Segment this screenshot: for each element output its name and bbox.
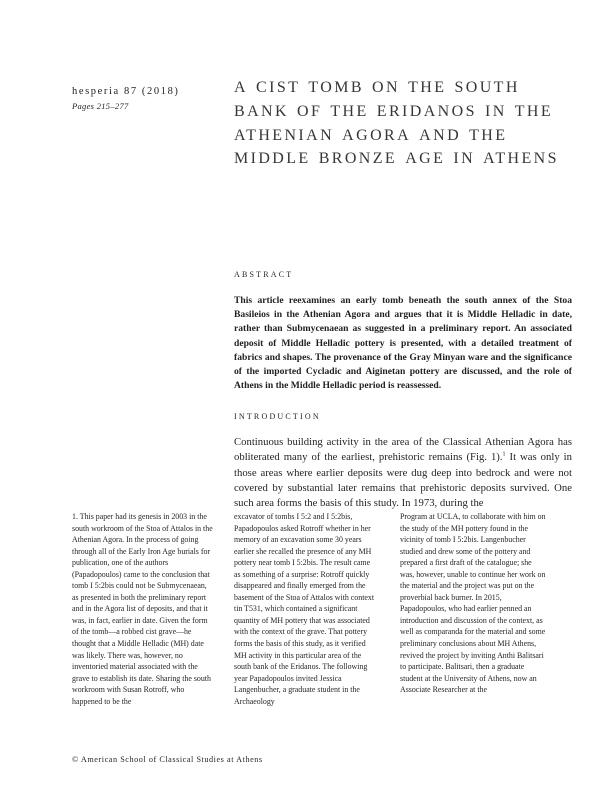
page-range: Pages 215–277 — [72, 101, 129, 111]
footnote-column-3: Program at UCLA, to collaborate with him on the study of the MH pottery found in the vicinity of tomb I 5:2bis. Langenbucher studied and drew some of the pottery and prepared a first draft of the catalogue; she was, however, unable to continue her work on the material and the project was put on the proverbial back burner. In 2015, Papadopoulos, who had earlier penned an introduction and discussion of the context, as well as comparanda for the material and some preliminary conclusions about MH Athens, revived the project by inviting Anthi Balitsari to participate. Balitsari, then a graduate student at the University of Athens, now an Associate Researcher at the — [400, 512, 546, 695]
intro-text-end: It was only in those areas where earlier deposits were dug deep into bedrock and were not covered by substantial later remains that prehistoric deposits survived. One such area forms the basis of this study. In 1973, during the — [234, 451, 572, 510]
article-title: a cist tomb on the south bank of the eridanos in the athenian agora and the middle bronze age in athens — [234, 72, 559, 169]
abstract-heading: abstract — [234, 266, 294, 280]
intro-text-start: Continuous building activity in the area of the Classical Athenian Agora has obliterated many of the earliest, prehistoric remains (Fig. 1). — [234, 436, 572, 464]
introduction-heading: introduction — [234, 408, 321, 422]
introduction-paragraph — [234, 435, 572, 511]
footnote-column-2: excavator of tombs I 5:2 and I 5:2bis, Papadopoulos asked Rotroff whether in her memory of an excavation some 30 years earlier she recalled the presence of any MH pottery near tomb I 5:2bis. The result came as something of a surprise: Rotroff quickly disappeared and finally emerged from the basement of the Stoa of Attalos with context tin T531, which contained a significant quantity of MH pottery that was associated with the context of the grave. That pottery forms the basis of this study, as it verified MH activity in this particular area of the south bank of the Eridanos. The following year Papadopoulos invited Jessica Langenbucher, a graduate student in the Archaeology — [234, 512, 375, 706]
footnote-column-1: 1. This paper had its genesis in 2003 in the south workroom of the Stoa of Attalos in the Athenian Agora. In the process of going through all of the Early Iron Age burials for publication, one of the authors (Papadopoulos) came to the conclusion that tomb I 5:2bis could not be Submycenaean, as presented in both the preliminary report and in the Agora list of deposits, and that it was, in fact, earlier in date. Given the form of the tomb—a robbed cist grave—he thought that a Middle Helladic (MH) date was likely. There was, however, no inventoried material associated with the grave to establish its date. Sharing the south workroom with Susan Rotroff, who happened to be the — [72, 512, 213, 706]
copyright-notice: © American School of Classical Studies at Athens — [72, 755, 263, 764]
footnote-marker[interactable]: 1 — [502, 451, 506, 458]
abstract-text: This article reexamines an early tomb beneath the south annex of the Stoa Basileios in the Athenian Agora and argues that it is Middle Helladic in date, rather than Submycenaean as suggested in a preliminary report. An associated deposit of Middle Helladic pottery is presented, with a detailed treatment of fabrics and shapes. The provenance of the Gray Minyan ware and the significance of the imported Cycladic and Aiginetan pottery are discussed, and the role of Athens in the Middle Helladic period is reassessed. — [234, 295, 572, 392]
journal-name: hesperia 87 (2018) — [72, 86, 180, 97]
